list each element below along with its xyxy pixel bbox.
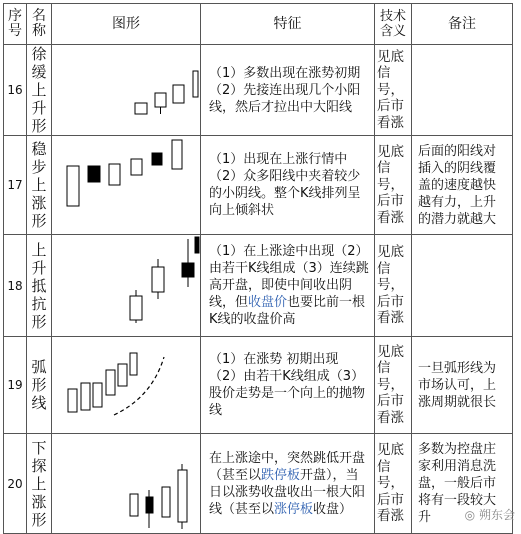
- rising-resistance-candles: [52, 235, 200, 336]
- probe-rise-candles: [52, 434, 200, 533]
- candle-2: [81, 383, 90, 410]
- feature-text: （1）在上涨途中出现（2） 由若干K线组成（3）连续跳 高开盘，即使中间收出阴 线，但收盘价也要比前一根 K线的收盘价高: [201, 235, 375, 337]
- candle-2: [88, 166, 100, 182]
- row-number: 16: [4, 45, 27, 136]
- candle-4: [195, 237, 199, 253]
- candle-3: [162, 487, 170, 517]
- header-feature: 特征: [201, 4, 375, 45]
- wechat-icon: ◎: [464, 508, 476, 522]
- candle-1: [130, 296, 142, 320]
- gradual-rise-candles: [52, 48, 200, 133]
- candle-4: [178, 470, 187, 522]
- candle-1: [130, 494, 138, 516]
- note-cell: 后面的阳线对 插入的阴线覆 盖的速度越快 越有力，上升 的潜力就越大: [412, 136, 513, 235]
- candle-4: [131, 159, 142, 175]
- pattern-diagram: [52, 337, 201, 434]
- candle-5: [152, 153, 162, 165]
- table-row: [4, 136, 513, 235]
- pattern-diagram: [52, 235, 201, 337]
- tech-meaning: 见底 信 号， 后市 看涨: [375, 136, 412, 235]
- tech-meaning: 见底 信 号， 后市 看涨: [375, 434, 412, 534]
- candle-2: [152, 267, 164, 292]
- watermark: ◎ 朔东会: [464, 508, 515, 522]
- candle-1: [135, 103, 147, 114]
- candle-3: [93, 383, 102, 407]
- note-cell: [412, 45, 513, 136]
- header-tech: 技术 含义: [375, 4, 412, 45]
- tech-meaning: 见底 信 号， 后市 看涨: [375, 45, 412, 136]
- note-cell: [412, 235, 513, 337]
- candle-2: [146, 497, 153, 513]
- pattern-name: 下 探 上 涨 形: [27, 434, 52, 534]
- candle-3: [182, 263, 194, 277]
- candle-2: [155, 93, 166, 107]
- note-cell: 一旦弧形线为 市场认可，上 涨周期就很长: [412, 337, 513, 434]
- tech-meaning: 见底 信 号， 后市 看涨: [375, 337, 412, 434]
- candle-1: [67, 166, 79, 206]
- pattern-name: 徐 缓 上 升 形: [27, 45, 52, 136]
- table-row: [4, 434, 513, 534]
- candle-3: [109, 164, 120, 185]
- limit-down-link[interactable]: 跌停板: [261, 467, 301, 483]
- row-number: 19: [4, 337, 27, 434]
- pattern-name: 弧 形 线: [27, 337, 52, 434]
- row-number: 17: [4, 136, 27, 235]
- candle-5: [118, 364, 127, 386]
- pattern-diagram: [52, 136, 201, 235]
- pattern-name: 上 升 抵 抗 形: [27, 235, 52, 337]
- feature-text: 在上涨途中，突然跳低开盘 （甚至以跌停板开盘），当 日以涨势收盘收出一根大阳 线（甚至以涨停板收盘）: [201, 434, 375, 534]
- pattern-name: 稳 步 上 涨 形: [27, 136, 52, 235]
- feature-text: （1）出现在上涨行情中 （2）众多阳线中夹着较少 的小阴线。整个K线排列呈 向上倾斜状: [201, 136, 375, 235]
- header-seq: 序 号: [4, 4, 27, 45]
- limit-up-link[interactable]: 涨停板: [274, 501, 314, 517]
- pattern-diagram: [52, 434, 201, 534]
- arc-line-candles: [52, 337, 200, 433]
- table-row: [4, 45, 513, 136]
- table-row: [4, 337, 513, 434]
- feature-text: （1）在涨势 初期出现 （2）由若干K线组成（3） 股价走势是一个向上的抛物 线: [201, 337, 375, 434]
- header-note: 备注: [412, 4, 513, 45]
- candle-6: [130, 353, 137, 375]
- note-cell: 多数为控盘庄 家利用消息洗 盘，一般后市 将有一段较大 升: [412, 434, 513, 534]
- feature-text: （1）多数出现在涨势初期 （2）先接连出现几个小阳 线，然后才拉出中大阳线: [201, 45, 375, 136]
- candle-4: [193, 71, 198, 97]
- row-number: 18: [4, 235, 27, 337]
- candle-4: [106, 370, 115, 395]
- candle-1: [68, 389, 77, 412]
- candle-3: [173, 85, 184, 103]
- closing-price-link[interactable]: 收盘价: [248, 295, 288, 310]
- k-line-pattern-table: [3, 3, 513, 534]
- candle-6: [172, 140, 182, 169]
- header-shape: 图形: [52, 4, 201, 45]
- row-number: 20: [4, 434, 27, 534]
- tech-meaning: 见底 信 号， 后市 看涨: [375, 235, 412, 337]
- steady-rise-candles: [52, 136, 200, 234]
- header-row: [4, 4, 513, 45]
- table-row: [4, 235, 513, 337]
- header-name: 名 称: [27, 4, 52, 45]
- pattern-diagram: [52, 45, 201, 136]
